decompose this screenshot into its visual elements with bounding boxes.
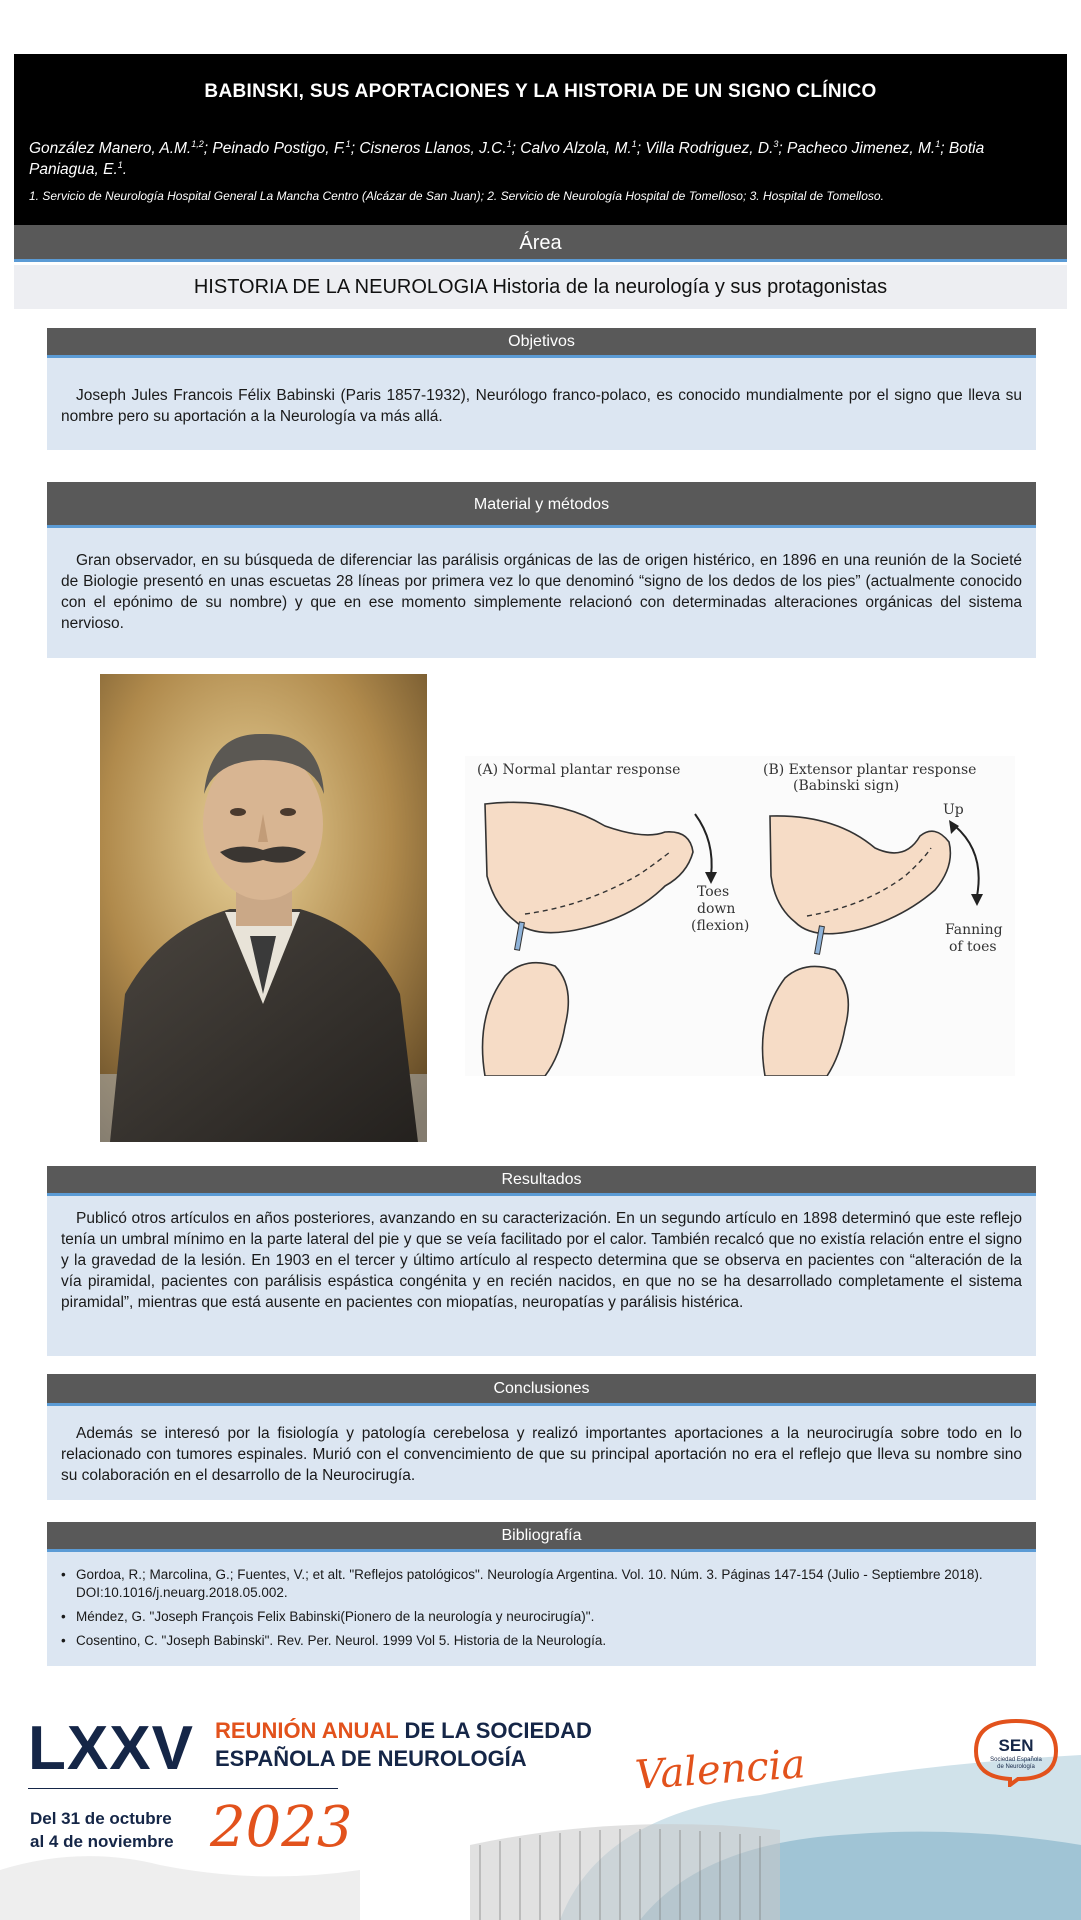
poster-header [14, 54, 1067, 225]
material-text: Gran observador, en su búsqueda de diferenciar las parálisis orgánicas de las de origen histérico, en 1896 en una reunión de la Societé de Biologie presentó en unas escuetas 28 líneas por primera vez lo que denominó “signo de los dedos de los pies” (actualmente conocido con el epónimo de su nombre) y que en ese momento simplemente relacionó con determinadas alteraciones orgánicas del sistema nervioso. [61, 552, 1022, 632]
author: Cisneros Llanos, J.C.$^1$; [359, 138, 521, 157]
toes-down-label: down [697, 901, 736, 917]
babinski-portrait [100, 674, 427, 1142]
area-text: HISTORIA DE LA NEUROLOGIA Historia de la neurología y sus protagonistas [14, 265, 1067, 309]
author: Botia Paniagua, E.$^1$. [29, 140, 985, 178]
fanning-label: Fanning [945, 922, 1003, 938]
bibliografia-header: Bibliografía [47, 1522, 1036, 1552]
affiliations: 1. Servicio de Neurología Hospital General La Mancha Centro (Alcázar de San Juan); 2. Servicio de Neurología Hospital de Tomelloso; 3. Hospital de Tomelloso. [29, 189, 884, 203]
bibliography-item: • Méndez, G. "Joseph François Felix Babinski(Pionero de la neurología y neurocirugía)". [61, 1608, 1022, 1626]
svg-text:de Neurología: de Neurología [997, 1764, 1035, 1770]
bibliography-item: • Gordoa, R.; Marcolina, G.; Fuentes, V.; et alt. "Reflejos patológicos". Neurología Argentina. Vol. 10. Núm. 3. Páginas 147-154 (Julio - Septiembre 2018). DOI:10.1016/j.neuarg.2018.05.002. [61, 1566, 1022, 1602]
author: González Manero, A.M.$^{1,2}$; [29, 138, 213, 157]
conclusiones-body [47, 1406, 1036, 1500]
edition-number: LXXV [28, 1714, 194, 1783]
divider [28, 1788, 338, 1789]
toes-down-label: (flexion) [691, 918, 750, 934]
congress-year: 2023 [210, 1795, 353, 1860]
toes-down-label: Toes [697, 884, 730, 900]
hand-icon [483, 922, 569, 1076]
congress-banner [0, 1695, 1081, 1920]
bibliografia-body [47, 1552, 1036, 1666]
author: Villa Rodriguez, D.$^3$; [645, 138, 788, 157]
up-label: Up [943, 802, 964, 818]
author: Peinado Postigo, F.$^1$; [212, 138, 360, 157]
normal-foot-icon [485, 802, 717, 932]
resultados-header: Resultados [47, 1166, 1036, 1196]
objetivos-header: Objetivos [47, 328, 1036, 358]
objetivos-text: Joseph Jules Francois Félix Babinski (Paris 1857-1932), Neurólogo franco-polaco, es conocido mundialmente por el signo que lleva su nombre pero su aportación a la Neurología va más allá. [61, 387, 1022, 425]
panel-b-sublabel: (Babinski sign) [793, 778, 900, 794]
svg-text:Sociedad Española: Sociedad Española [990, 1757, 1042, 1763]
hand-icon [763, 926, 849, 1076]
bibliography-item: • Cosentino, C. "Joseph Babinski". Rev. Per. Neurol. 1999 Vol 5. Historia de la Neurología. [61, 1632, 1022, 1650]
author-list [29, 138, 1039, 180]
area-header: Área [14, 225, 1067, 262]
svg-text:SEN: SEN [998, 1736, 1034, 1755]
fanning-label: of toes [949, 939, 997, 955]
conclusiones-text: Además se interesó por la fisiología y patología cerebelosa y realizó importantes aportaciones a la neurocirugía sobre todo en lo relacionado con tumores espinales. Murió con el convencimiento de que su principal aportación no era el reflejo que lleva su nombre sino su colaboración en el desarrollo de la Neurocirugía. [61, 1425, 1022, 1484]
material-header: Material y métodos [47, 482, 1036, 528]
resultados-body [47, 1196, 1036, 1356]
sen-logo [970, 1717, 1062, 1787]
babinski-foot-icon [770, 816, 983, 934]
panel-a-label: (A) Normal plantar response [477, 762, 681, 778]
author: Calvo Alzola, M.$^1$; [520, 138, 646, 157]
congress-city: Valencia [633, 1741, 807, 1799]
panel-b-label: (B) Extensor plantar response [763, 762, 977, 778]
congress-dates: Del 31 de octubre al 4 de noviembre [30, 1809, 174, 1851]
objetivos-body [47, 358, 1036, 450]
bibliography-list [61, 1566, 1022, 1650]
congress-name: REUNIÓN ANUAL DE LA SOCIEDAD ESPAÑOLA DE NEUROLOGÍA [215, 1718, 592, 1771]
poster-title: BABINSKI, SUS APORTACIONES Y LA HISTORIA DE UN SIGNO CLÍNICO [204, 81, 877, 102]
resultados-text: Publicó otros artículos en años posteriores, avanzando en su caracterización. En un segundo artículo en 1898 determinó que este reflejo tenía un umbral mínimo en la parte lateral del pie y que se veía facilitado por el calor. También recalcó que no existía relación entre el signo y la gravedad de la lesión. En 1903 en el tercer y último artículo al respecto determina que se observa en pacientes con “alteración de la vía piramidal, pacientes con parálisis espástica congénita y en recién nacidos, en que no se ha desarrollado completamente el sistema piramidal”, mientras que está ausente en pacientes con miopatías, neuropatías y parálisis histérica. [61, 1210, 1022, 1311]
author: Pacheco Jimenez, M.$^1$; [787, 138, 949, 157]
material-body [47, 528, 1036, 658]
conclusiones-header: Conclusiones [47, 1374, 1036, 1406]
plantar-response-diagram [465, 756, 1015, 1076]
